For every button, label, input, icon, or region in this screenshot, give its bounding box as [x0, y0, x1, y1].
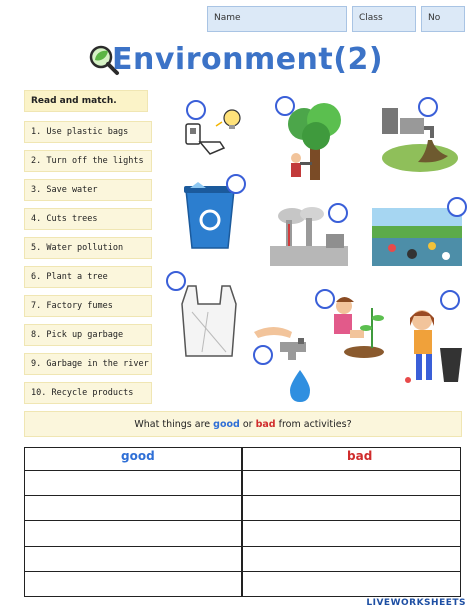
instruction-heading: Read and match.: [24, 90, 148, 112]
question-banner: [24, 411, 462, 437]
banner-text-end: from activities?: [275, 419, 352, 430]
list-item: 1. Use plastic bags: [24, 121, 152, 143]
answer-circle[interactable]: [186, 100, 206, 120]
answer-circle[interactable]: [440, 290, 460, 310]
answer-circle[interactable]: [418, 97, 438, 117]
class-label: Class: [359, 13, 383, 23]
answer-circle[interactable]: [226, 174, 246, 194]
good-column-header: good: [121, 449, 155, 463]
list-item: 7. Factory fumes: [24, 295, 152, 317]
table-row-line: [25, 470, 460, 471]
table-row-line: [25, 546, 460, 547]
table-row-line: [25, 520, 460, 521]
answer-circle[interactable]: [166, 271, 186, 291]
pick-up-garbage-image: [400, 304, 468, 388]
number-label: No: [428, 13, 441, 23]
answer-circle[interactable]: [328, 203, 348, 223]
answer-circle[interactable]: [315, 289, 335, 309]
banner-text-middle: or: [239, 419, 256, 430]
page-title: Environment(2): [112, 42, 384, 77]
answer-circle[interactable]: [275, 96, 295, 116]
number-field[interactable]: [421, 6, 465, 32]
list-item: 4. Cuts trees: [24, 208, 152, 230]
banner-text-start: What things are: [134, 419, 214, 430]
banner-bad-word: bad: [255, 419, 276, 430]
water-pollution-image: [378, 104, 460, 176]
table-row-line: [25, 571, 460, 572]
class-field[interactable]: [352, 6, 416, 32]
list-item: 5. Water pollution: [24, 237, 152, 259]
answer-circle[interactable]: [253, 345, 273, 365]
name-label: Name: [214, 13, 241, 23]
list-item: 10. Recycle products: [24, 382, 152, 404]
bad-column-header: bad: [347, 449, 373, 463]
garbage-in-river-image: [372, 208, 462, 266]
table-row-line: [25, 495, 460, 496]
list-item: 2. Turn off the lights: [24, 150, 152, 172]
list-item: 8. Pick up garbage: [24, 324, 152, 346]
list-item: 3. Save water: [24, 179, 152, 201]
good-bad-table: [24, 447, 461, 597]
answer-circle[interactable]: [447, 197, 467, 217]
plastic-bag-image: [178, 282, 240, 360]
list-item: 9. Garbage in the river: [24, 353, 152, 375]
name-field[interactable]: [207, 6, 347, 32]
liveworksheets-logo: LIVEWORKSHEETS: [366, 598, 466, 608]
list-item: 6. Plant a tree: [24, 266, 152, 288]
banner-good-word: good: [213, 419, 240, 430]
